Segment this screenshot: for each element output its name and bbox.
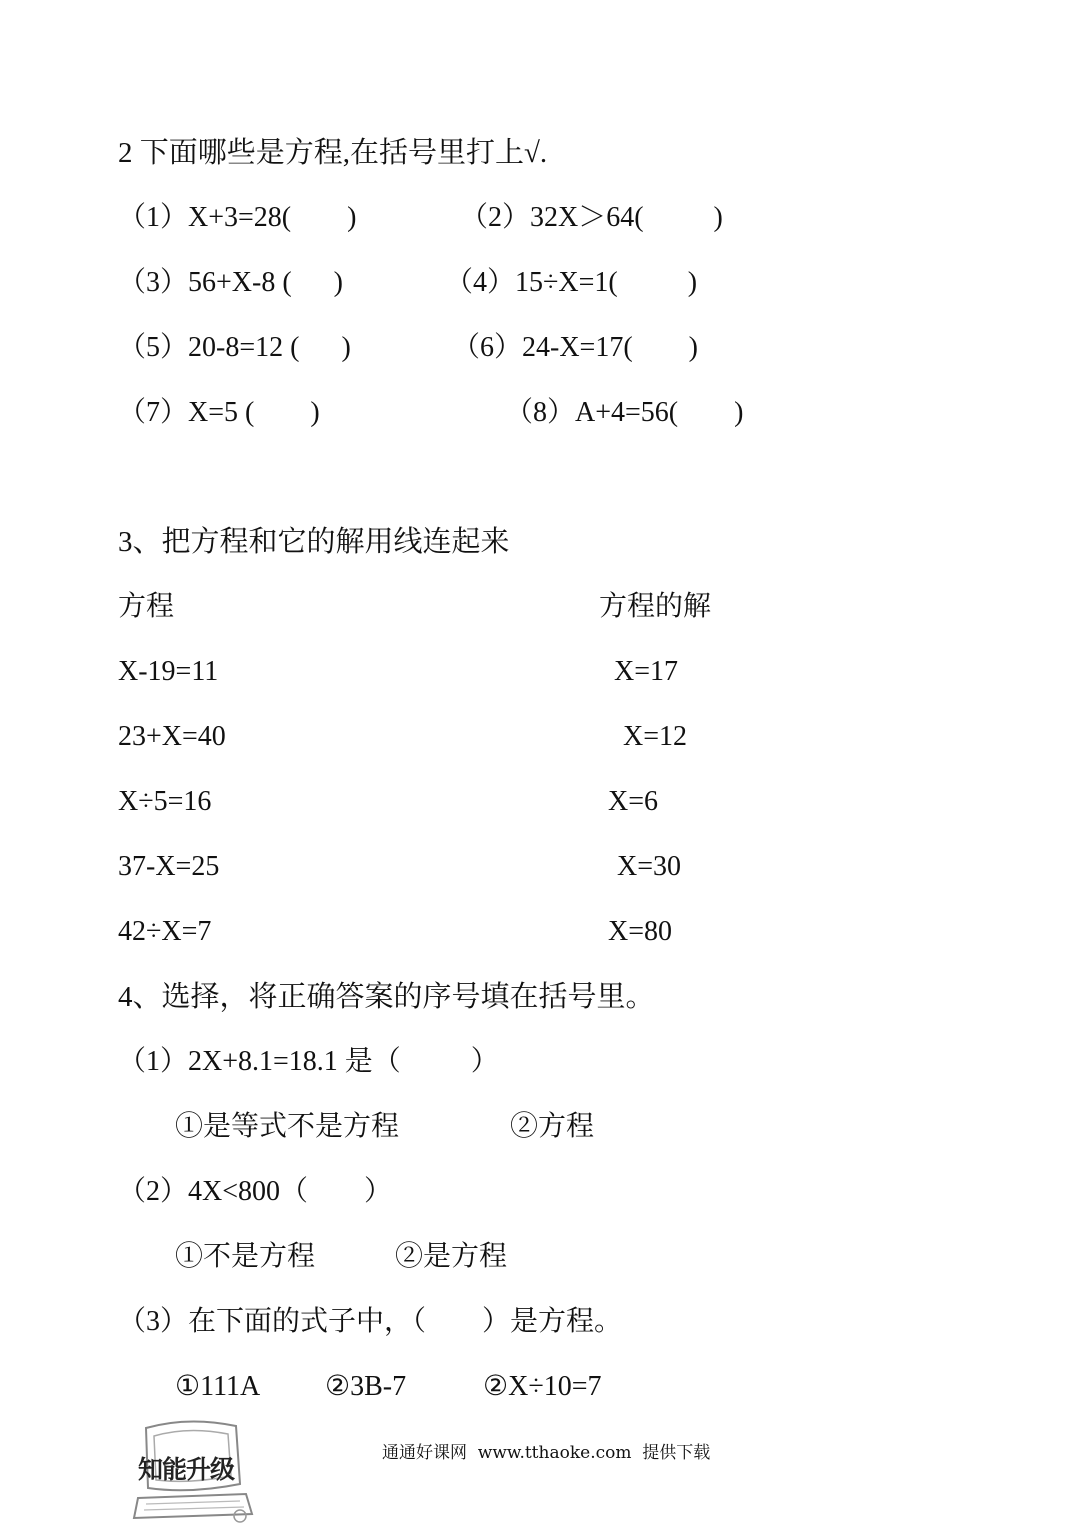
footer-text: 通通好课网 www.tthaoke.com 提供下载	[382, 1443, 711, 1463]
solution: X=12	[623, 721, 688, 752]
equation: 42÷X=7	[118, 916, 212, 947]
q4-sub1-option: ①是等式不是方程	[175, 1111, 400, 1142]
equation: X÷5=16	[118, 786, 212, 817]
q4-sub2-question: （2）4X<800（ ）	[118, 1176, 393, 1207]
q4-sub1-question: （1）2X+8.1=18.1 是（ ）	[118, 1046, 499, 1077]
solution: X=30	[617, 851, 682, 882]
q4-sub2-option: ②是方程	[395, 1241, 508, 1272]
q4-sub3-option: ②X÷10=7	[483, 1371, 602, 1402]
equation: 37-X=25	[118, 851, 220, 882]
solution: X=6	[608, 786, 659, 817]
q2-item-3: （3）56+X-8 ( )	[118, 267, 343, 298]
q2-title: 2 下面哪些是方程,在括号里打上√.	[118, 137, 548, 169]
logo	[128, 1418, 258, 1528]
q4-title: 4、选择，将正确答案的序号填在括号里。	[118, 981, 655, 1013]
equation: X-19=11	[118, 656, 219, 687]
solution: X=17	[614, 656, 679, 687]
solution: X=80	[608, 916, 673, 947]
q3-right-header: 方程的解	[599, 591, 712, 622]
q2-item-6: （6）24-X=17( )	[452, 332, 698, 363]
q2-item-4: （4）15÷X=1( )	[445, 267, 698, 298]
q4-sub3-option: ①111A	[175, 1371, 261, 1402]
q3-left-header: 方程	[118, 591, 175, 622]
q2-item-7: （7）X=5 ( )	[118, 397, 320, 428]
q4-sub3-question: （3）在下面的式子中，（ ）是方程。	[118, 1306, 623, 1337]
q2-item-1: （1）X+3=28( )	[118, 202, 357, 233]
q3-title: 3、把方程和它的解用线连起来	[118, 526, 510, 558]
logo-text: 知能升级	[138, 1455, 235, 1484]
q4-sub1-option: ②方程	[510, 1111, 595, 1142]
q2-item-8: （8）A+4=56( )	[505, 397, 744, 428]
equation: 23+X=40	[118, 721, 226, 752]
q2-item-5: （5）20-8=12 ( )	[118, 332, 351, 363]
q4-sub3-option: ②3B-7	[325, 1371, 407, 1402]
q2-item-2: （2）32X＞64( )	[460, 202, 723, 233]
q4-sub2-option: ①不是方程	[175, 1241, 316, 1272]
